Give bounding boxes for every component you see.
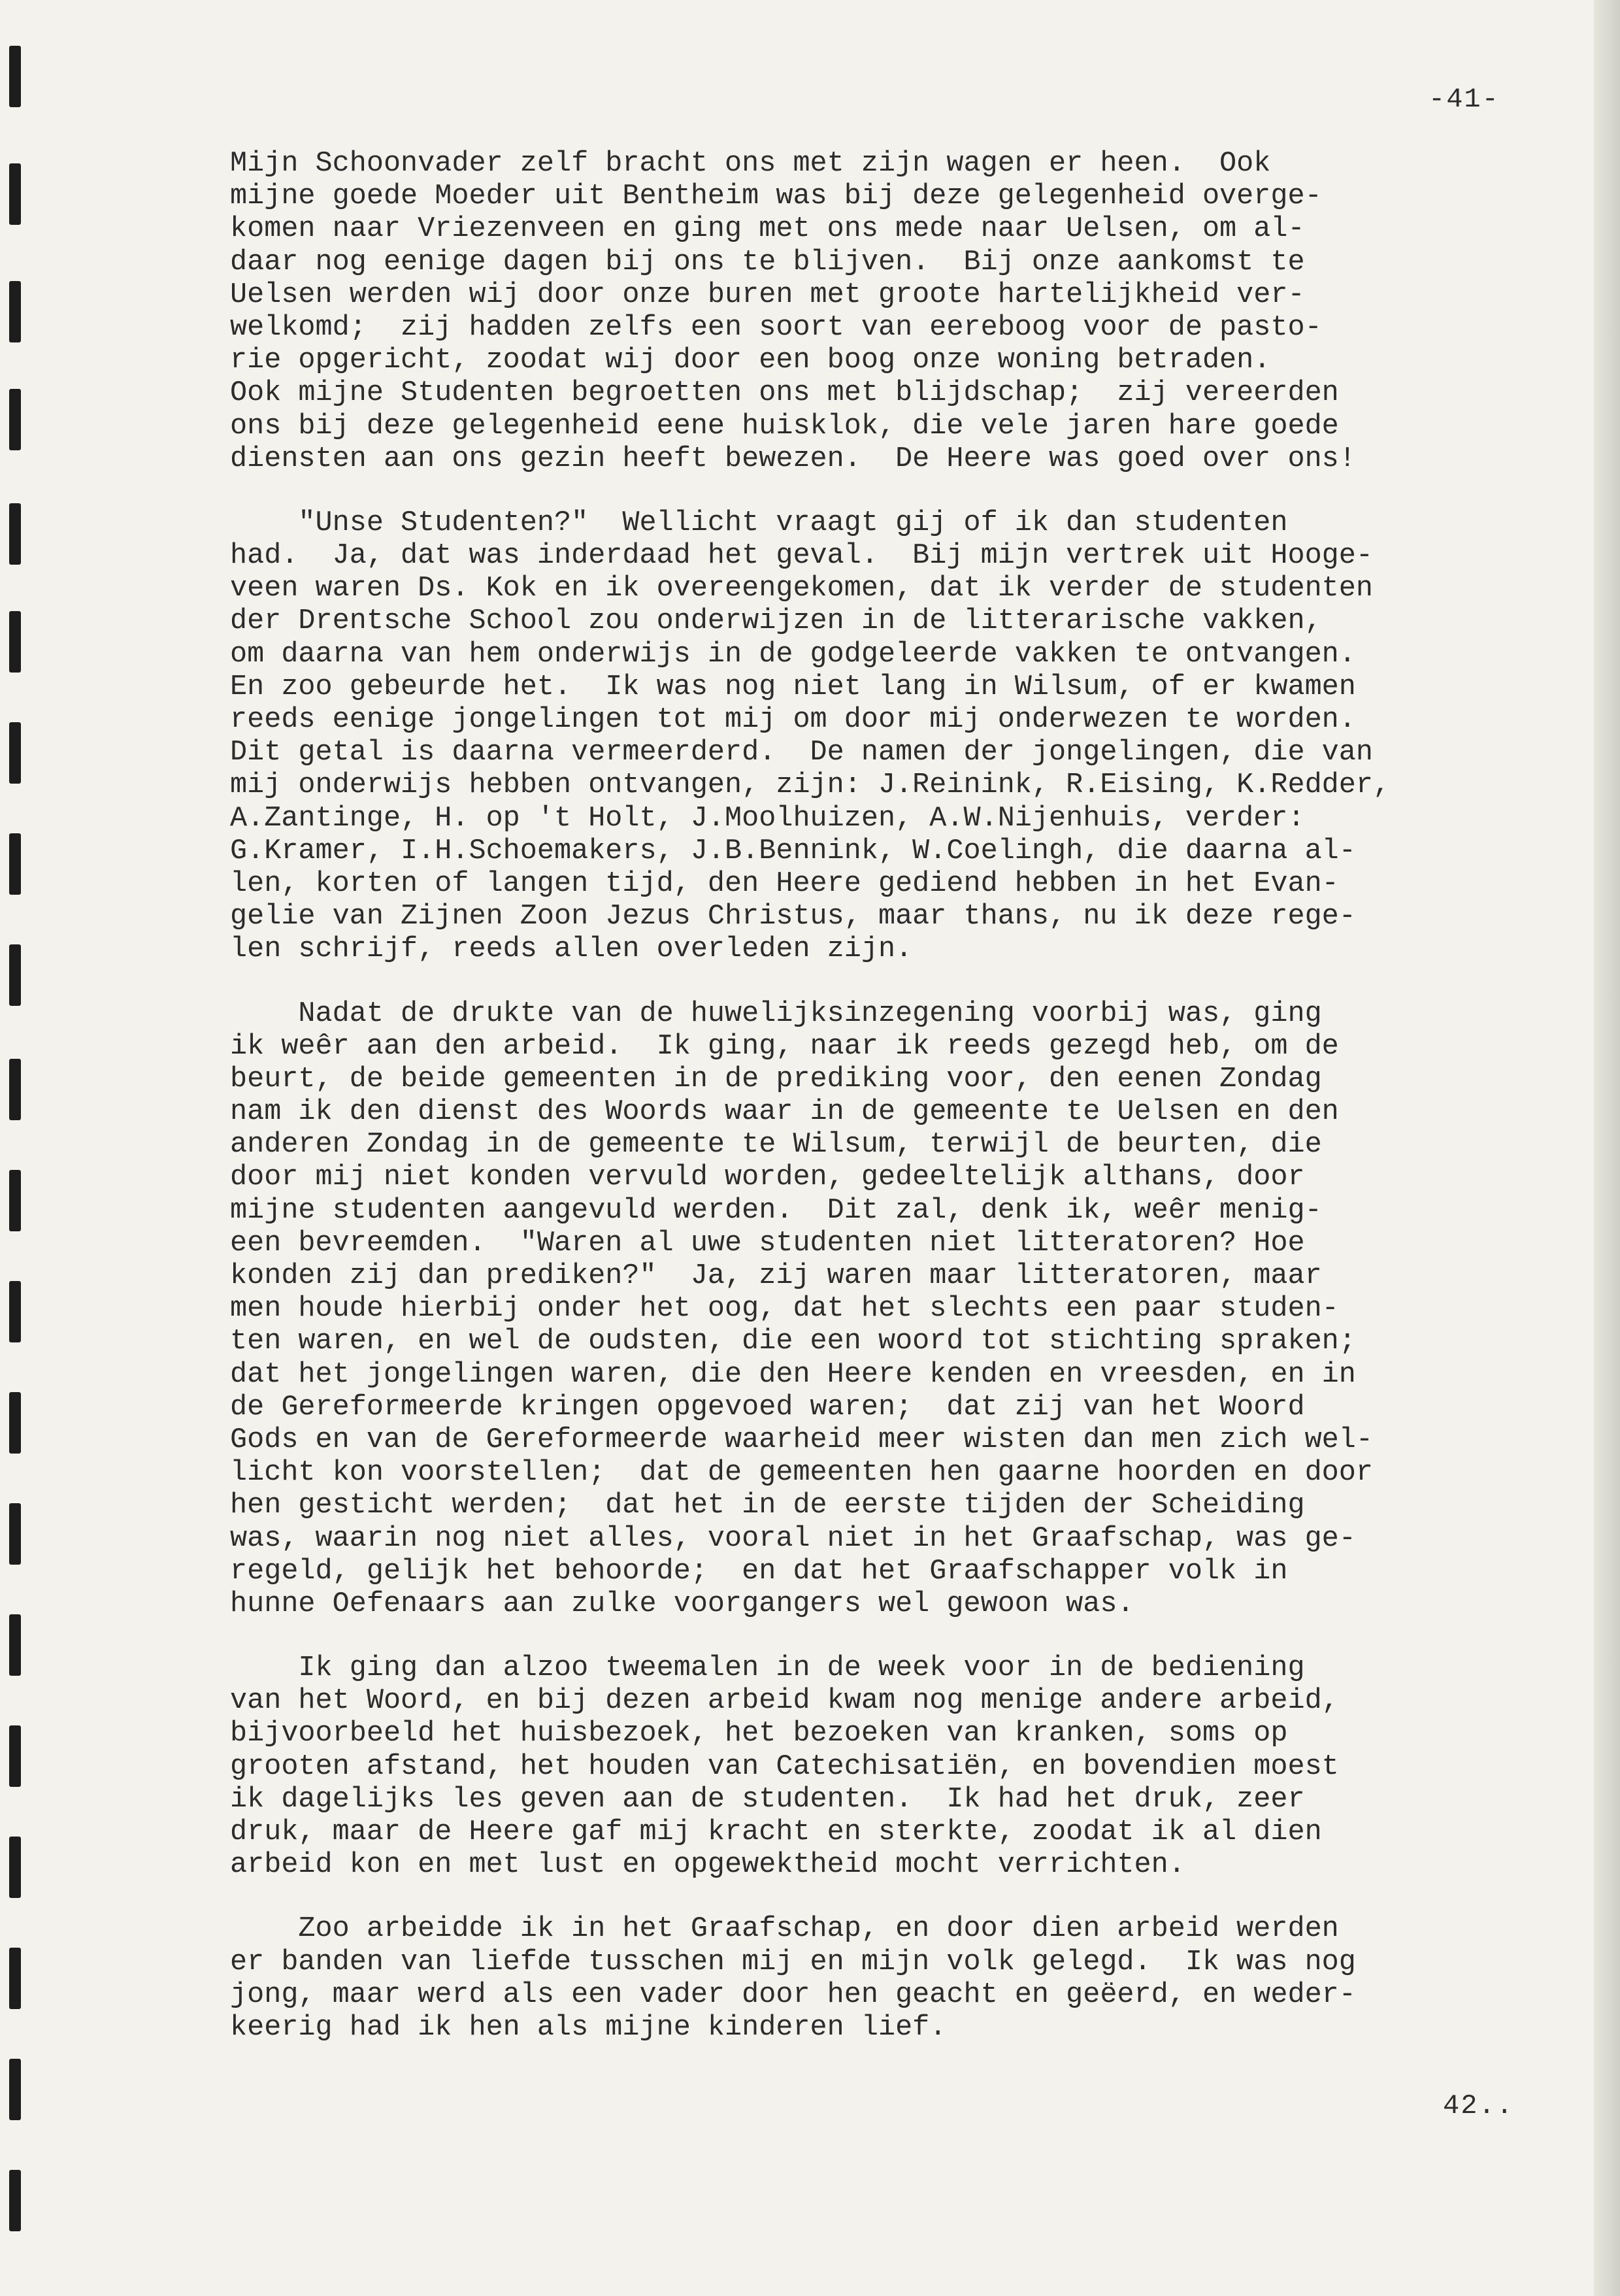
text-line: had. Ja, dat was inderdaad het geval. Bij mijn vertrek uit Hooge- bbox=[230, 540, 1373, 573]
text-line: er banden van liefde tusschen mij en mijn volk gelegd. Ik was nog bbox=[230, 1946, 1356, 1978]
paragraph bbox=[230, 148, 1589, 476]
text-line: Nadat de drukte van de huwelijksinzegening voorbij was, ging bbox=[230, 997, 1322, 1030]
text-line: Dit getal is daarna vermeerderd. De namen der jongelingen, die van bbox=[230, 737, 1373, 769]
binder-hole bbox=[9, 1837, 21, 1898]
text-line: bijvoorbeeld het huisbezoek, het bezoeken van kranken, soms op bbox=[230, 1718, 1288, 1750]
text-line: Ook mijne Studenten begroetten ons met blijdschap; zij vereerden bbox=[230, 377, 1339, 410]
binder-hole bbox=[9, 2170, 21, 2231]
binder-hole bbox=[9, 1725, 21, 1787]
binder-holes bbox=[0, 0, 39, 2296]
text-line: een bevreemden. "Waren al uwe studenten niet litteratoren? Hoe bbox=[230, 1227, 1305, 1259]
binder-hole bbox=[9, 389, 21, 450]
text-line: gelie van Zijnen Zoon Jezus Christus, maar thans, nu ik deze rege- bbox=[230, 901, 1356, 933]
binder-hole bbox=[9, 1503, 21, 1565]
next-page-marker: 42.. bbox=[1443, 2090, 1514, 2121]
text-line: welkomd; zij hadden zelfs een soort van eereboog voor de pasto- bbox=[230, 311, 1322, 344]
text-line: om daarna van hem onderwijs in de godgeleerde vakken te ontvangen. bbox=[230, 638, 1356, 671]
text-line: hen gesticht werden; dat het in de eerste tijden der Scheiding bbox=[230, 1489, 1305, 1522]
text-line: A.Zantinge, H. op 't Holt, J.Moolhuizen, A.W.Nijenhuis, verder: bbox=[230, 802, 1305, 835]
text-line: reeds eenige jongelingen tot mij om door mij onderwezen te worden. bbox=[230, 704, 1356, 736]
binder-hole bbox=[9, 2059, 21, 2120]
text-line: Zoo arbeidde ik in het Graafschap, en door dien arbeid werden bbox=[230, 1913, 1339, 1946]
binder-hole bbox=[9, 1392, 21, 1454]
binder-hole bbox=[9, 503, 21, 565]
paragraph bbox=[230, 998, 1589, 1622]
binder-hole bbox=[9, 163, 21, 225]
text-line: regeld, gelijk het behoorde; en dat het Graafschapper volk in bbox=[230, 1555, 1288, 1588]
text-line: was, waarin nog niet alles, vooral niet in het Graafschap, was ge- bbox=[230, 1522, 1356, 1555]
text-line: ik dagelijks les geven aan de studenten. Ik had het druk, zeer bbox=[230, 1783, 1305, 1816]
text-line: daar nog eenige dagen bij ons te blijven. Bij onze aankomst te bbox=[230, 246, 1305, 278]
binder-hole bbox=[9, 722, 21, 784]
text-line: beurt, de beide gemeenten in de prediking voor, den eenen Zondag bbox=[230, 1063, 1322, 1095]
text-line: Ik ging dan alzoo tweemalen in de week voor in de bediening bbox=[230, 1652, 1305, 1685]
text-line: veen waren Ds. Kok en ik overeengekomen, dat ik verder de studenten bbox=[230, 573, 1373, 605]
text-line: nam ik den dienst des Woords waar in de gemeente te Uelsen en den bbox=[230, 1096, 1339, 1129]
text-line: ten waren, en wel de oudsten, die een woord tot stichting spraken; bbox=[230, 1325, 1356, 1358]
text-line: mijne goede Moeder uit Bentheim was bij deze gelegenheid overge- bbox=[230, 180, 1322, 213]
text-line: jong, maar werd als een vader door hen geacht en geëerd, en weder- bbox=[230, 1978, 1356, 2011]
binder-hole bbox=[9, 1281, 21, 1342]
text-line: len, korten of langen tijd, den Heere gediend hebben in het Evan- bbox=[230, 867, 1339, 900]
text-line: arbeid kon en met lust en opgewektheid mocht verrichten. bbox=[230, 1849, 1185, 1882]
text-line: komen naar Vriezenveen en ging met ons mede naar Uelsen, om al- bbox=[230, 213, 1305, 246]
text-line: de Gereformeerde kringen opgevoed waren; dat zij van het Woord bbox=[230, 1391, 1305, 1423]
text-line: der Drentsche School zou onderwijzen in de litterarische vakken, bbox=[230, 605, 1322, 638]
binder-hole bbox=[9, 611, 21, 673]
text-line: dat het jongelingen waren, die den Heere kenden en vreesden, en in bbox=[230, 1358, 1356, 1391]
text-line: ik weêr aan den arbeid. Ik ging, naar ik reeds gezegd heb, om de bbox=[230, 1030, 1339, 1063]
text-line: rie opgericht, zoodat wij door een boog onze woning betraden. bbox=[230, 344, 1271, 377]
binder-hole bbox=[9, 281, 21, 342]
text-line: Gods en van de Gereformeerde waarheid meer wisten dan men zich wel- bbox=[230, 1423, 1373, 1456]
text-line: grooten afstand, het houden van Catechisatiën, en bovendien moest bbox=[230, 1750, 1339, 1783]
page-edge-shadow bbox=[1594, 0, 1620, 2296]
text-line: Mijn Schoonvader zelf bracht ons met zijn wagen er heen. Ook bbox=[230, 148, 1271, 180]
body-text bbox=[230, 148, 1589, 2076]
paragraph bbox=[230, 507, 1589, 967]
text-line: G.Kramer, I.H.Schoemakers, J.B.Bennink, W.Coelingh, die daarna al- bbox=[230, 835, 1356, 867]
text-line: mij onderwijs hebben ontvangen, zijn: J.Reinink, R.Eising, K.Redder, bbox=[230, 769, 1391, 802]
binder-hole bbox=[9, 1948, 21, 2009]
text-line: licht kon voorstellen; dat de gemeenten hen gaarne hoorden en door bbox=[230, 1457, 1373, 1489]
text-line: mijne studenten aangevuld werden. Dit zal, denk ik, weêr menig- bbox=[230, 1194, 1322, 1227]
text-line: ons bij deze gelegenheid eene huisklok, die vele jaren hare goede bbox=[230, 410, 1339, 442]
binder-hole bbox=[9, 1059, 21, 1120]
binder-hole bbox=[9, 944, 21, 1006]
text-line: van het Woord, en bij dezen arbeid kwam nog menige andere arbeid, bbox=[230, 1685, 1339, 1718]
text-line: diensten aan ons gezin heeft bewezen. De Heere was goed over ons! bbox=[230, 442, 1356, 475]
binder-hole bbox=[9, 1170, 21, 1231]
text-line: keerig had ik hen als mijne kinderen lief. bbox=[230, 2011, 947, 2044]
text-line: door mij niet konden vervuld worden, gedeeltelijk althans, door bbox=[230, 1161, 1305, 1194]
text-line: anderen Zondag in de gemeente te Wilsum, terwijl de beurten, die bbox=[230, 1129, 1322, 1161]
paragraph bbox=[230, 1652, 1589, 1882]
binder-hole bbox=[9, 1614, 21, 1676]
text-line: hunne Oefenaars aan zulke voorgangers wel gewoon was. bbox=[230, 1588, 1134, 1620]
text-line: len schrijf, reeds allen overleden zijn. bbox=[230, 933, 913, 966]
text-line: En zoo gebeurde het. Ik was nog niet lang in Wilsum, of er kwamen bbox=[230, 671, 1356, 703]
page-number: -41- bbox=[1429, 84, 1500, 115]
text-line: men houde hierbij onder het oog, dat het slechts een paar studen- bbox=[230, 1293, 1339, 1325]
text-line: druk, maar de Heere gaf mij kracht en sterkte, zoodat ik al dien bbox=[230, 1816, 1322, 1848]
binder-hole bbox=[9, 46, 21, 107]
text-line: "Unse Studenten?" Wellicht vraagt gij of ik dan studenten bbox=[230, 507, 1288, 539]
text-line: konden zij dan prediken?" Ja, zij waren maar litteratoren, maar bbox=[230, 1260, 1322, 1292]
binder-hole bbox=[9, 833, 21, 895]
text-line: Uelsen werden wij door onze buren met groote hartelijkheid ver- bbox=[230, 278, 1305, 311]
paragraph bbox=[230, 1913, 1589, 2044]
